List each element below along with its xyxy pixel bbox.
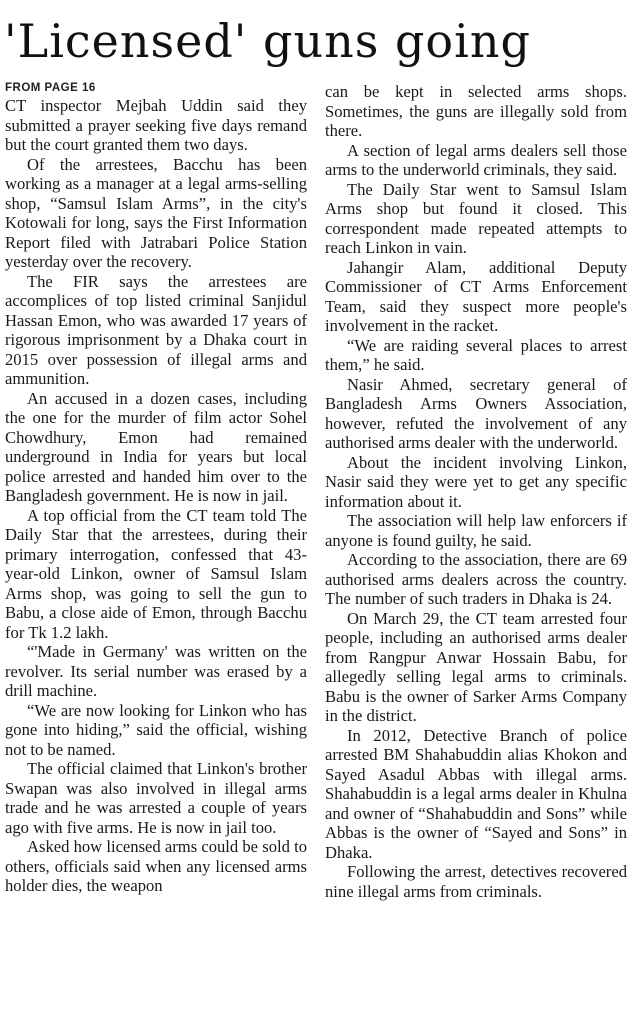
paragraph: The Daily Star went to Samsul Islam Arms shop but found it closed. This correspondent made repeated attempts to reach Linkon in vain. xyxy=(325,179,627,257)
paragraph: CT inspector Mejbah Uddin said they submitted a prayer seeking five days remand but the court granted them two days. xyxy=(5,96,307,154)
continuation-label: FROM PAGE 16 xyxy=(5,82,96,94)
right-column xyxy=(325,82,627,901)
paragraph: The association will help law enforcers if anyone is found guilty, he said. xyxy=(325,511,627,550)
paragraph: Nasir Ahmed, secretary general of Bangladesh Arms Owners Association, however, refuted the involvement of any authorised arms dealer with the underworld. xyxy=(325,374,627,452)
paragraph: Jahangir Alam, additional Deputy Commissioner of CT Arms Enforcement Team, said they suspect more people's involvement in the racket. xyxy=(325,257,627,335)
paragraph: An accused in a dozen cases, including the one for the murder of film actor Sohel Chowdhury, Emon had remained underground in India for years but local police arrested and handed him over to the Bangladesh government. He is now in jail. xyxy=(5,388,307,505)
paragraph: “We are now looking for Linkon who has gone into hiding,” said the official, wishing not to be named. xyxy=(5,700,307,759)
paragraph: A section of legal arms dealers sell those arms to the underworld criminals, they said. xyxy=(325,140,627,179)
paragraph: In 2012, Detective Branch of police arrested BM Shahabuddin alias Khokon and Sayed Asadul Abbas with illegal arms. Shahabuddin is a legal arms dealer in Khulna and owner of “Shahabuddin and Sons” while Abbas is the owner of “Sayed and Sons” in Dhaka. xyxy=(325,725,627,862)
paragraph: The official claimed that Linkon's brother Swapan was also involved in illegal arms trade and he was arrested a couple of years ago with five arms. He is now in jail too. xyxy=(5,759,307,837)
headline: 'Licensed' guns going xyxy=(4,14,531,68)
paragraph: Following the arrest, detectives recovered nine illegal arms from criminals. xyxy=(325,862,627,901)
paragraph: Asked how licensed arms could be sold to others, officials said when any licensed arms holder dies, the weapon xyxy=(5,837,307,895)
paragraph: According to the association, there are 69 authorised arms dealers across the country. The number of such traders in Dhaka is 24. xyxy=(325,550,627,608)
paragraph: About the incident involving Linkon, Nasir said they were yet to get any specific information about it. xyxy=(325,452,627,511)
paragraph: “'Made in Germany' was written on the revolver. Its serial number was erased by a drill machine. xyxy=(5,642,307,700)
paragraph: “We are raiding several places to arrest them,” he said. xyxy=(325,335,627,374)
paragraph: The FIR says the arrestees are accomplices of top listed criminal Sanjidul Hassan Emon, who was awarded 17 years of rigorous imprisonment by a Dhaka court in 2015 over possession of illegal arms and ammunition. xyxy=(5,271,307,388)
left-column xyxy=(5,80,307,896)
paragraph: can be kept in selected arms shops. Sometimes, the guns are illegally sold from there. xyxy=(325,82,627,140)
paragraph: Of the arrestees, Bacchu has been working as a manager at a legal arms-selling shop, “Samsul Islam Arms”, in the city's Kotowali for long, says the First Information Report filed with Jatrabari Police Station yesterday over the recovery. xyxy=(5,154,307,271)
paragraph: A top official from the CT team told The Daily Star that the arrestees, during their primary interrogation, confessed that 43-year-old Linkon, owner of Samsul Islam Arms shop, was going to sell the gun to Babu, a close aide of Emon, through Bacchu for Tk 1.2 lakh. xyxy=(5,505,307,642)
paragraph: On March 29, the CT team arrested four people, including an authorised arms dealer from Rangpur Anwar Hossain Babu, for allegedly selling legal arms to criminals. Babu is the owner of Sarker Arms Company in the district. xyxy=(325,608,627,725)
